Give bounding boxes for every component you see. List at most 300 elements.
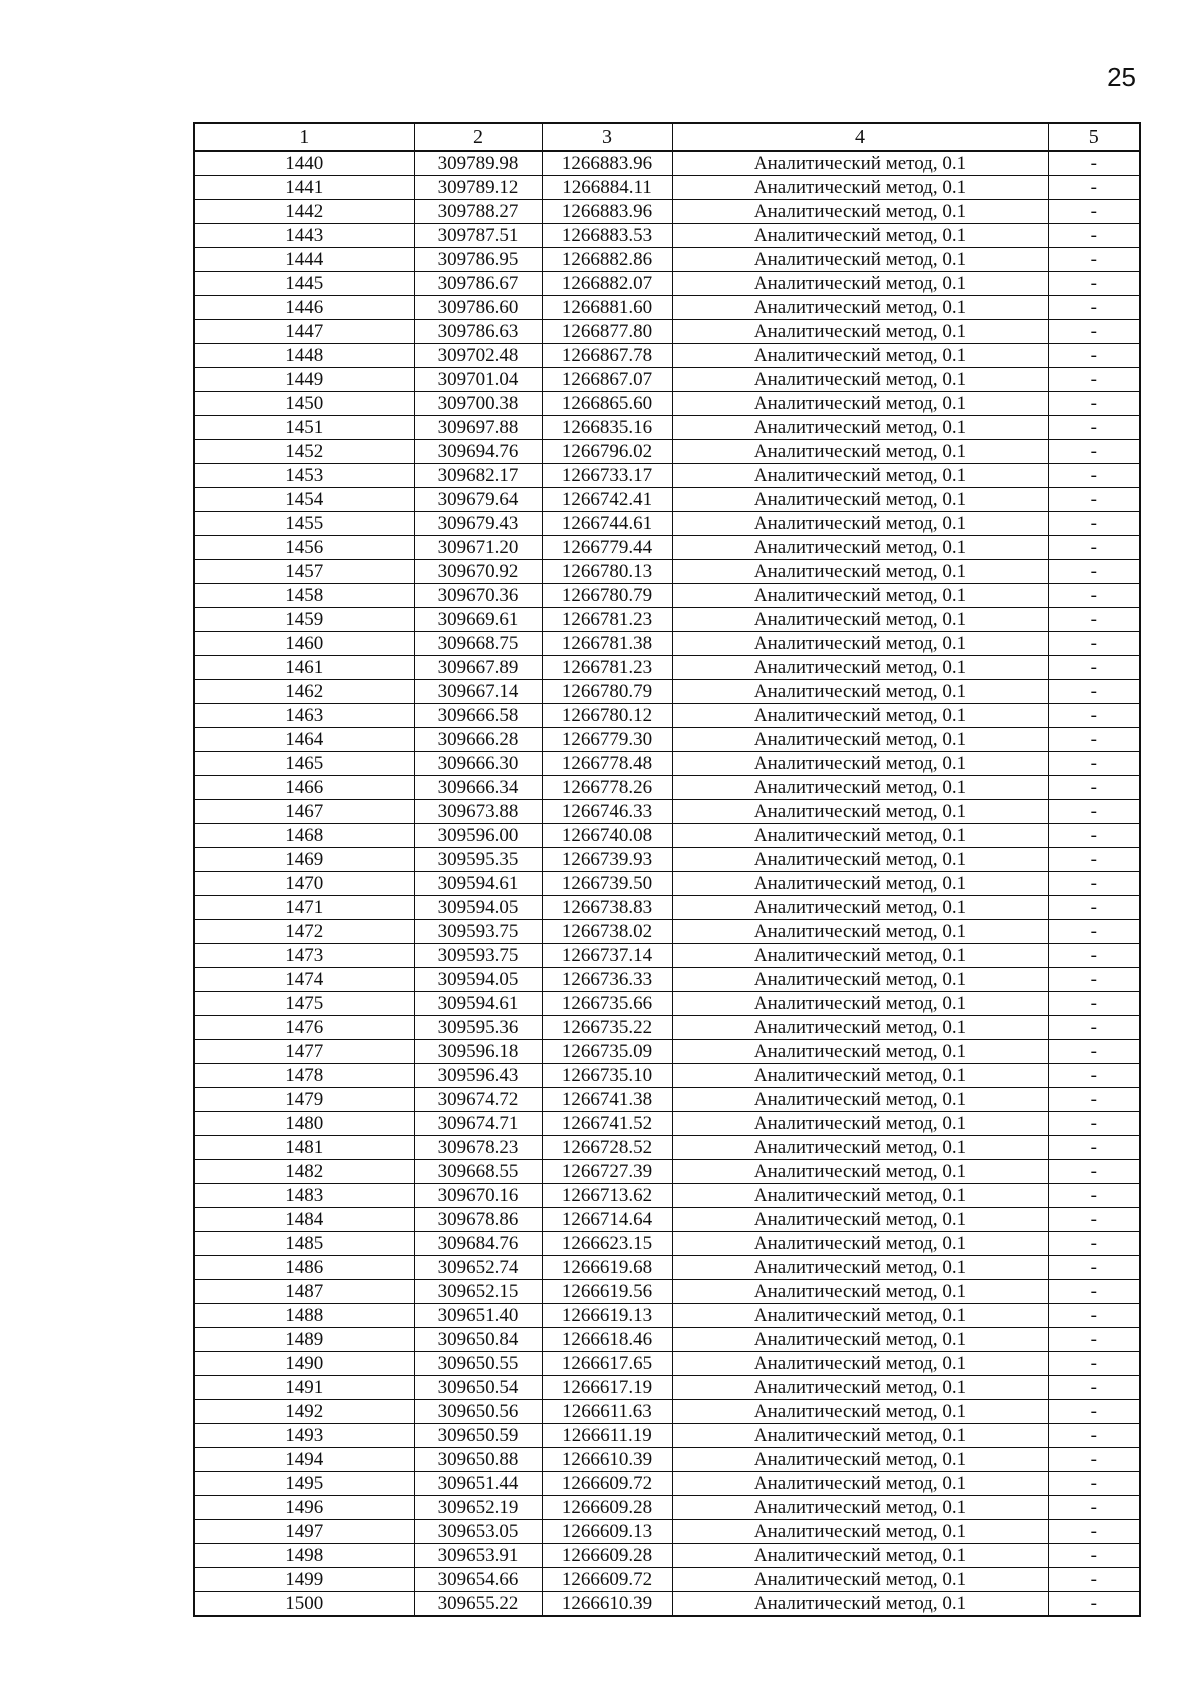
column-header-4: 4 — [672, 123, 1048, 151]
y-coordinate-cell: 1266611.19 — [542, 1424, 672, 1448]
remark-cell: - — [1048, 632, 1140, 656]
point-number-cell: 1473 — [194, 944, 414, 968]
table-row — [194, 272, 1140, 296]
table-row — [194, 1208, 1140, 1232]
remark-cell: - — [1048, 1544, 1140, 1568]
method-cell: Аналитический метод, 0.1 — [672, 1184, 1048, 1208]
x-coordinate-cell: 309679.64 — [414, 488, 542, 512]
method-cell: Аналитический метод, 0.1 — [672, 560, 1048, 584]
method-cell: Аналитический метод, 0.1 — [672, 752, 1048, 776]
method-cell: Аналитический метод, 0.1 — [672, 896, 1048, 920]
x-coordinate-cell: 309700.38 — [414, 392, 542, 416]
point-number-cell: 1495 — [194, 1472, 414, 1496]
remark-cell: - — [1048, 1352, 1140, 1376]
method-cell: Аналитический метод, 0.1 — [672, 512, 1048, 536]
page-number: 25 — [1107, 62, 1136, 92]
table-header — [194, 123, 1140, 151]
x-coordinate-cell: 309789.12 — [414, 176, 542, 200]
point-number-cell: 1496 — [194, 1496, 414, 1520]
method-cell: Аналитический метод, 0.1 — [672, 320, 1048, 344]
x-coordinate-cell: 309653.05 — [414, 1520, 542, 1544]
point-number-cell: 1458 — [194, 584, 414, 608]
x-coordinate-cell: 309653.91 — [414, 1544, 542, 1568]
method-cell: Аналитический метод, 0.1 — [672, 1328, 1048, 1352]
x-coordinate-cell: 309651.40 — [414, 1304, 542, 1328]
table-row — [194, 344, 1140, 368]
table-row — [194, 584, 1140, 608]
method-cell: Аналитический метод, 0.1 — [672, 1304, 1048, 1328]
remark-cell: - — [1048, 1136, 1140, 1160]
point-number-cell: 1444 — [194, 248, 414, 272]
x-coordinate-cell: 309651.44 — [414, 1472, 542, 1496]
remark-cell: - — [1048, 488, 1140, 512]
point-number-cell: 1479 — [194, 1088, 414, 1112]
point-number-cell: 1462 — [194, 680, 414, 704]
table-row — [194, 368, 1140, 392]
y-coordinate-cell: 1266741.52 — [542, 1112, 672, 1136]
remark-cell: - — [1048, 320, 1140, 344]
table-row — [194, 1040, 1140, 1064]
remark-cell: - — [1048, 608, 1140, 632]
method-cell: Аналитический метод, 0.1 — [672, 1376, 1048, 1400]
column-header-3: 3 — [542, 123, 672, 151]
table-row — [194, 440, 1140, 464]
remark-cell: - — [1048, 944, 1140, 968]
table-row — [194, 1472, 1140, 1496]
x-coordinate-cell: 309650.59 — [414, 1424, 542, 1448]
y-coordinate-cell: 1266739.50 — [542, 872, 672, 896]
method-cell: Аналитический метод, 0.1 — [672, 272, 1048, 296]
table-row — [194, 1520, 1140, 1544]
remark-cell: - — [1048, 848, 1140, 872]
table-row — [194, 1280, 1140, 1304]
x-coordinate-cell: 309652.15 — [414, 1280, 542, 1304]
point-number-cell: 1442 — [194, 200, 414, 224]
y-coordinate-cell: 1266733.17 — [542, 464, 672, 488]
x-coordinate-cell: 309594.05 — [414, 968, 542, 992]
point-number-cell: 1448 — [194, 344, 414, 368]
column-header-5: 5 — [1048, 123, 1140, 151]
point-number-cell: 1483 — [194, 1184, 414, 1208]
point-number-cell: 1463 — [194, 704, 414, 728]
point-number-cell: 1454 — [194, 488, 414, 512]
method-cell: Аналитический метод, 0.1 — [672, 1352, 1048, 1376]
x-coordinate-cell: 309650.55 — [414, 1352, 542, 1376]
method-cell: Аналитический метод, 0.1 — [672, 584, 1048, 608]
table-row — [194, 944, 1140, 968]
table-row — [194, 176, 1140, 200]
table-row — [194, 392, 1140, 416]
x-coordinate-cell: 309670.36 — [414, 584, 542, 608]
x-coordinate-cell: 309666.34 — [414, 776, 542, 800]
y-coordinate-cell: 1266713.62 — [542, 1184, 672, 1208]
y-coordinate-cell: 1266727.39 — [542, 1160, 672, 1184]
table-row — [194, 800, 1140, 824]
remark-cell: - — [1048, 1400, 1140, 1424]
y-coordinate-cell: 1266738.02 — [542, 920, 672, 944]
remark-cell: - — [1048, 272, 1140, 296]
x-coordinate-cell: 309673.88 — [414, 800, 542, 824]
method-cell: Аналитический метод, 0.1 — [672, 1448, 1048, 1472]
x-coordinate-cell: 309596.43 — [414, 1064, 542, 1088]
remark-cell: - — [1048, 680, 1140, 704]
table-row — [194, 1160, 1140, 1184]
y-coordinate-cell: 1266867.78 — [542, 344, 672, 368]
remark-cell: - — [1048, 1160, 1140, 1184]
method-cell: Аналитический метод, 0.1 — [672, 848, 1048, 872]
x-coordinate-cell: 309596.18 — [414, 1040, 542, 1064]
table-row — [194, 1112, 1140, 1136]
y-coordinate-cell: 1266778.48 — [542, 752, 672, 776]
x-coordinate-cell: 309668.75 — [414, 632, 542, 656]
x-coordinate-cell: 309595.36 — [414, 1016, 542, 1040]
remark-cell: - — [1048, 896, 1140, 920]
method-cell: Аналитический метод, 0.1 — [672, 1160, 1048, 1184]
table-row — [194, 824, 1140, 848]
point-number-cell: 1445 — [194, 272, 414, 296]
method-cell: Аналитический метод, 0.1 — [672, 944, 1048, 968]
x-coordinate-cell: 309667.89 — [414, 656, 542, 680]
y-coordinate-cell: 1266881.60 — [542, 296, 672, 320]
y-coordinate-cell: 1266737.14 — [542, 944, 672, 968]
table-row — [194, 680, 1140, 704]
y-coordinate-cell: 1266746.33 — [542, 800, 672, 824]
y-coordinate-cell: 1266778.26 — [542, 776, 672, 800]
y-coordinate-cell: 1266610.39 — [542, 1592, 672, 1617]
x-coordinate-cell: 309652.19 — [414, 1496, 542, 1520]
method-cell: Аналитический метод, 0.1 — [672, 1112, 1048, 1136]
y-coordinate-cell: 1266739.93 — [542, 848, 672, 872]
method-cell: Аналитический метод, 0.1 — [672, 1544, 1048, 1568]
y-coordinate-cell: 1266619.56 — [542, 1280, 672, 1304]
table-row — [194, 896, 1140, 920]
method-cell: Аналитический метод, 0.1 — [672, 1136, 1048, 1160]
y-coordinate-cell: 1266779.44 — [542, 536, 672, 560]
method-cell: Аналитический метод, 0.1 — [672, 1256, 1048, 1280]
table-row — [194, 1136, 1140, 1160]
y-coordinate-cell: 1266865.60 — [542, 392, 672, 416]
remark-cell: - — [1048, 1256, 1140, 1280]
y-coordinate-cell: 1266781.23 — [542, 656, 672, 680]
table-row — [194, 488, 1140, 512]
method-cell: Аналитический метод, 0.1 — [672, 992, 1048, 1016]
y-coordinate-cell: 1266609.72 — [542, 1472, 672, 1496]
y-coordinate-cell: 1266883.96 — [542, 151, 672, 176]
table-row — [194, 632, 1140, 656]
method-cell: Аналитический метод, 0.1 — [672, 1088, 1048, 1112]
method-cell: Аналитический метод, 0.1 — [672, 968, 1048, 992]
y-coordinate-cell: 1266623.15 — [542, 1232, 672, 1256]
x-coordinate-cell: 309596.00 — [414, 824, 542, 848]
x-coordinate-cell: 309684.76 — [414, 1232, 542, 1256]
method-cell: Аналитический метод, 0.1 — [672, 800, 1048, 824]
x-coordinate-cell: 309666.30 — [414, 752, 542, 776]
method-cell: Аналитический метод, 0.1 — [672, 1472, 1048, 1496]
table-row — [194, 968, 1140, 992]
point-number-cell: 1452 — [194, 440, 414, 464]
remark-cell: - — [1048, 1376, 1140, 1400]
remark-cell: - — [1048, 416, 1140, 440]
table-row — [194, 1400, 1140, 1424]
coordinates-table — [193, 122, 1141, 1617]
point-number-cell: 1450 — [194, 392, 414, 416]
y-coordinate-cell: 1266619.13 — [542, 1304, 672, 1328]
point-number-cell: 1497 — [194, 1520, 414, 1544]
x-coordinate-cell: 309650.56 — [414, 1400, 542, 1424]
y-coordinate-cell: 1266617.19 — [542, 1376, 672, 1400]
point-number-cell: 1440 — [194, 151, 414, 176]
y-coordinate-cell: 1266781.38 — [542, 632, 672, 656]
point-number-cell: 1472 — [194, 920, 414, 944]
remark-cell: - — [1048, 248, 1140, 272]
y-coordinate-cell: 1266796.02 — [542, 440, 672, 464]
x-coordinate-cell: 309674.72 — [414, 1088, 542, 1112]
method-cell: Аналитический метод, 0.1 — [672, 1400, 1048, 1424]
y-coordinate-cell: 1266740.08 — [542, 824, 672, 848]
remark-cell: - — [1048, 560, 1140, 584]
remark-cell: - — [1048, 464, 1140, 488]
y-coordinate-cell: 1266779.30 — [542, 728, 672, 752]
point-number-cell: 1461 — [194, 656, 414, 680]
y-coordinate-cell: 1266609.13 — [542, 1520, 672, 1544]
method-cell: Аналитический метод, 0.1 — [672, 151, 1048, 176]
x-coordinate-cell: 309593.75 — [414, 944, 542, 968]
remark-cell: - — [1048, 200, 1140, 224]
point-number-cell: 1469 — [194, 848, 414, 872]
y-coordinate-cell: 1266611.63 — [542, 1400, 672, 1424]
remark-cell: - — [1048, 1568, 1140, 1592]
table-row — [194, 1328, 1140, 1352]
point-number-cell: 1480 — [194, 1112, 414, 1136]
x-coordinate-cell: 309674.71 — [414, 1112, 542, 1136]
table-row — [194, 752, 1140, 776]
y-coordinate-cell: 1266742.41 — [542, 488, 672, 512]
table-row — [194, 1256, 1140, 1280]
y-coordinate-cell: 1266883.53 — [542, 224, 672, 248]
x-coordinate-cell: 309679.43 — [414, 512, 542, 536]
method-cell: Аналитический метод, 0.1 — [672, 200, 1048, 224]
table-row — [194, 248, 1140, 272]
remark-cell: - — [1048, 1064, 1140, 1088]
point-number-cell: 1449 — [194, 368, 414, 392]
table-row — [194, 1568, 1140, 1592]
table-row — [194, 416, 1140, 440]
method-cell: Аналитический метод, 0.1 — [672, 1568, 1048, 1592]
y-coordinate-cell: 1266741.38 — [542, 1088, 672, 1112]
remark-cell: - — [1048, 1496, 1140, 1520]
method-cell: Аналитический метод, 0.1 — [672, 176, 1048, 200]
table-row — [194, 151, 1140, 176]
table-row — [194, 1424, 1140, 1448]
table-row — [194, 464, 1140, 488]
point-number-cell: 1498 — [194, 1544, 414, 1568]
method-cell: Аналитический метод, 0.1 — [672, 824, 1048, 848]
method-cell: Аналитический метод, 0.1 — [672, 1016, 1048, 1040]
x-coordinate-cell: 309666.28 — [414, 728, 542, 752]
point-number-cell: 1441 — [194, 176, 414, 200]
remark-cell: - — [1048, 728, 1140, 752]
point-number-cell: 1456 — [194, 536, 414, 560]
y-coordinate-cell: 1266735.22 — [542, 1016, 672, 1040]
column-header-2: 2 — [414, 123, 542, 151]
remark-cell: - — [1048, 1112, 1140, 1136]
remark-cell: - — [1048, 752, 1140, 776]
y-coordinate-cell: 1266617.65 — [542, 1352, 672, 1376]
point-number-cell: 1494 — [194, 1448, 414, 1472]
point-number-cell: 1467 — [194, 800, 414, 824]
point-number-cell: 1471 — [194, 896, 414, 920]
remark-cell: - — [1048, 872, 1140, 896]
remark-cell: - — [1048, 344, 1140, 368]
point-number-cell: 1455 — [194, 512, 414, 536]
remark-cell: - — [1048, 512, 1140, 536]
x-coordinate-cell: 309650.84 — [414, 1328, 542, 1352]
remark-cell: - — [1048, 151, 1140, 176]
point-number-cell: 1490 — [194, 1352, 414, 1376]
y-coordinate-cell: 1266780.79 — [542, 584, 672, 608]
point-number-cell: 1485 — [194, 1232, 414, 1256]
x-coordinate-cell: 309789.98 — [414, 151, 542, 176]
remark-cell: - — [1048, 1088, 1140, 1112]
y-coordinate-cell: 1266714.64 — [542, 1208, 672, 1232]
coordinates-table-container — [193, 122, 1139, 1617]
y-coordinate-cell: 1266744.61 — [542, 512, 672, 536]
method-cell: Аналитический метод, 0.1 — [672, 608, 1048, 632]
remark-cell: - — [1048, 584, 1140, 608]
table-row — [194, 1376, 1140, 1400]
method-cell: Аналитический метод, 0.1 — [672, 296, 1048, 320]
method-cell: Аналитический метод, 0.1 — [672, 248, 1048, 272]
remark-cell: - — [1048, 1184, 1140, 1208]
y-coordinate-cell: 1266877.80 — [542, 320, 672, 344]
remark-cell: - — [1048, 1280, 1140, 1304]
x-coordinate-cell: 309654.66 — [414, 1568, 542, 1592]
method-cell: Аналитический метод, 0.1 — [672, 776, 1048, 800]
x-coordinate-cell: 309694.76 — [414, 440, 542, 464]
remark-cell: - — [1048, 800, 1140, 824]
remark-cell: - — [1048, 1040, 1140, 1064]
x-coordinate-cell: 309668.55 — [414, 1160, 542, 1184]
y-coordinate-cell: 1266736.33 — [542, 968, 672, 992]
point-number-cell: 1447 — [194, 320, 414, 344]
method-cell: Аналитический метод, 0.1 — [672, 1520, 1048, 1544]
table-row — [194, 776, 1140, 800]
point-number-cell: 1481 — [194, 1136, 414, 1160]
method-cell: Аналитический метод, 0.1 — [672, 536, 1048, 560]
y-coordinate-cell: 1266738.83 — [542, 896, 672, 920]
point-number-cell: 1460 — [194, 632, 414, 656]
point-number-cell: 1484 — [194, 1208, 414, 1232]
y-coordinate-cell: 1266735.10 — [542, 1064, 672, 1088]
method-cell: Аналитический метод, 0.1 — [672, 1232, 1048, 1256]
x-coordinate-cell: 309788.27 — [414, 200, 542, 224]
y-coordinate-cell: 1266781.23 — [542, 608, 672, 632]
table-row — [194, 992, 1140, 1016]
point-number-cell: 1478 — [194, 1064, 414, 1088]
table-row — [194, 1232, 1140, 1256]
point-number-cell: 1499 — [194, 1568, 414, 1592]
remark-cell: - — [1048, 992, 1140, 1016]
method-cell: Аналитический метод, 0.1 — [672, 416, 1048, 440]
x-coordinate-cell: 309652.74 — [414, 1256, 542, 1280]
y-coordinate-cell: 1266735.66 — [542, 992, 672, 1016]
y-coordinate-cell: 1266780.13 — [542, 560, 672, 584]
point-number-cell: 1470 — [194, 872, 414, 896]
remark-cell: - — [1048, 296, 1140, 320]
y-coordinate-cell: 1266728.52 — [542, 1136, 672, 1160]
method-cell: Аналитический метод, 0.1 — [672, 656, 1048, 680]
point-number-cell: 1474 — [194, 968, 414, 992]
remark-cell: - — [1048, 920, 1140, 944]
point-number-cell: 1464 — [194, 728, 414, 752]
y-coordinate-cell: 1266609.28 — [542, 1544, 672, 1568]
point-number-cell: 1487 — [194, 1280, 414, 1304]
method-cell: Аналитический метод, 0.1 — [672, 872, 1048, 896]
table-row — [194, 1184, 1140, 1208]
point-number-cell: 1493 — [194, 1424, 414, 1448]
table-row — [194, 536, 1140, 560]
table-row — [194, 320, 1140, 344]
method-cell: Аналитический метод, 0.1 — [672, 224, 1048, 248]
y-coordinate-cell: 1266780.79 — [542, 680, 672, 704]
y-coordinate-cell: 1266619.68 — [542, 1256, 672, 1280]
remark-cell: - — [1048, 968, 1140, 992]
point-number-cell: 1457 — [194, 560, 414, 584]
method-cell: Аналитический метод, 0.1 — [672, 368, 1048, 392]
point-number-cell: 1500 — [194, 1592, 414, 1617]
x-coordinate-cell: 309669.61 — [414, 608, 542, 632]
method-cell: Аналитический метод, 0.1 — [672, 344, 1048, 368]
column-header-1: 1 — [194, 123, 414, 151]
table-body — [194, 151, 1140, 1616]
remark-cell: - — [1048, 1232, 1140, 1256]
method-cell: Аналитический метод, 0.1 — [672, 392, 1048, 416]
x-coordinate-cell: 309667.14 — [414, 680, 542, 704]
method-cell: Аналитический метод, 0.1 — [672, 1496, 1048, 1520]
table-row — [194, 1448, 1140, 1472]
point-number-cell: 1486 — [194, 1256, 414, 1280]
x-coordinate-cell: 309786.95 — [414, 248, 542, 272]
x-coordinate-cell: 309670.16 — [414, 1184, 542, 1208]
remark-cell: - — [1048, 1016, 1140, 1040]
y-coordinate-cell: 1266835.16 — [542, 416, 672, 440]
table-row — [194, 1016, 1140, 1040]
table-row — [194, 848, 1140, 872]
remark-cell: - — [1048, 776, 1140, 800]
method-cell: Аналитический метод, 0.1 — [672, 728, 1048, 752]
remark-cell: - — [1048, 392, 1140, 416]
remark-cell: - — [1048, 1328, 1140, 1352]
remark-cell: - — [1048, 536, 1140, 560]
method-cell: Аналитический метод, 0.1 — [672, 632, 1048, 656]
remark-cell: - — [1048, 176, 1140, 200]
table-row — [194, 704, 1140, 728]
x-coordinate-cell: 309697.88 — [414, 416, 542, 440]
table-row — [194, 1064, 1140, 1088]
table-row — [194, 1304, 1140, 1328]
x-coordinate-cell: 309682.17 — [414, 464, 542, 488]
table-row — [194, 296, 1140, 320]
y-coordinate-cell: 1266883.96 — [542, 200, 672, 224]
x-coordinate-cell: 309678.23 — [414, 1136, 542, 1160]
point-number-cell: 1489 — [194, 1328, 414, 1352]
remark-cell: - — [1048, 656, 1140, 680]
table-row — [194, 1352, 1140, 1376]
remark-cell: - — [1048, 1592, 1140, 1617]
point-number-cell: 1465 — [194, 752, 414, 776]
x-coordinate-cell: 309787.51 — [414, 224, 542, 248]
point-number-cell: 1488 — [194, 1304, 414, 1328]
